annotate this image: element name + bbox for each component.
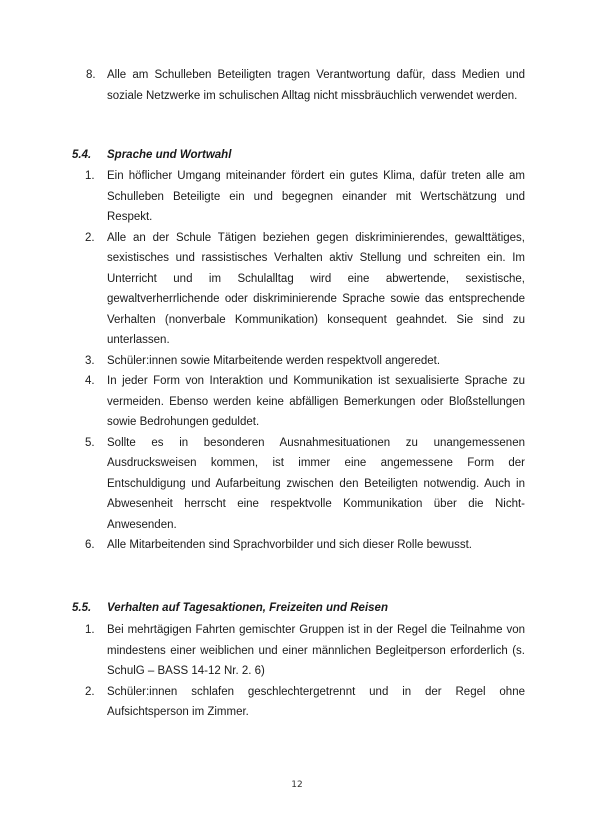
section-title: Sprache und Wortwahl xyxy=(107,149,232,161)
item-text: Bei mehrtägigen Fahrten gemischter Gruppen ist in der Regel die Teilnahme von mindestens einer weiblichen und einer männlichen Begleitperson erforderlich (s. SchulG – BASS 14-12 Nr. 2. 6) xyxy=(107,624,525,677)
item-number: 2. xyxy=(85,231,95,244)
item-number: 3. xyxy=(85,354,95,367)
list-item xyxy=(74,371,525,433)
item-text: In jeder Form von Interaktion und Kommunikation ist sexualisierte Sprache zu vermeiden. Ebenso werden keine abfälligen Bemerkungen oder Bloßstellungen sowie Bedrohungen geduldet. xyxy=(107,375,525,428)
section-heading-5-4 xyxy=(72,145,231,166)
item-number: 1. xyxy=(85,170,95,182)
item-number: 5. xyxy=(85,436,95,449)
section-heading-5-5 xyxy=(72,598,388,619)
section-5-4-list xyxy=(74,166,525,556)
list-item xyxy=(74,166,525,228)
section-number: 5.4. xyxy=(72,149,92,161)
item-number: 2. xyxy=(85,685,95,698)
item-number: 8. xyxy=(86,69,96,81)
intro-list xyxy=(83,65,525,106)
item-text: Sollte es in besonderen Ausnahmesituationen zu unangemessenen Ausdrucksweisen kommen, ist immer eine angemessene Form der Entschuldigung und Aufarbeitung zwischen den Beteiligten notwendig. Auch in Abwesenheit herrscht eine respektvolle Kommunikation über die Nicht-Anwesenden. xyxy=(107,436,525,531)
item-number: 1. xyxy=(85,624,95,636)
item-text: Alle an der Schule Tätigen beziehen gegen diskriminierendes, gewalttätiges, sexistisches und rassistisches Verhalten aktiv Stellung und schreiten ein. Im Unterricht und im Schulalltag wird eine abwertende, sexistische, gewaltverherrlichende oder diskriminierende Sprache sowie das entsprechende Verhalten (nonverbale Kommunikation) konsequent geahndet. Sie sind zu unterlassen. xyxy=(107,231,525,346)
list-item xyxy=(74,228,525,351)
item-text: Alle Mitarbeitenden sind Sprachvorbilder und sich dieser Rolle bewusst. xyxy=(107,539,472,551)
item-text: Schüler:innen schlafen geschlechtergetrennt und in der Regel ohne Aufsichtsperson im Zimmer. xyxy=(107,685,525,718)
section-title: Verhalten auf Tagesaktionen, Freizeiten und Reisen xyxy=(107,602,388,614)
list-item xyxy=(74,433,525,536)
item-text: Schüler:innen sowie Mitarbeitende werden respektvoll angeredet. xyxy=(107,354,441,367)
list-item xyxy=(74,351,525,372)
list-item xyxy=(83,65,525,106)
list-item xyxy=(74,682,525,723)
item-text: Alle am Schulleben Beteiligten tragen Verantwortung dafür, dass Medien und soziale Netzwerke im schulischen Alltag nicht missbräuchlich verwendet werden. xyxy=(107,69,525,102)
section-5-5-list xyxy=(74,620,525,723)
section-number: 5.5. xyxy=(72,602,92,614)
list-item xyxy=(74,535,525,556)
list-item xyxy=(74,620,525,682)
page-number: 12 xyxy=(291,780,303,790)
item-text: Ein höflicher Umgang miteinander fördert ein gutes Klima, dafür treten alle am Schulleben Beteiligte ein und begegnen einander mit Wertschätzung und Respekt. xyxy=(107,170,525,223)
item-number: 6. xyxy=(85,539,95,551)
item-number: 4. xyxy=(85,375,95,387)
